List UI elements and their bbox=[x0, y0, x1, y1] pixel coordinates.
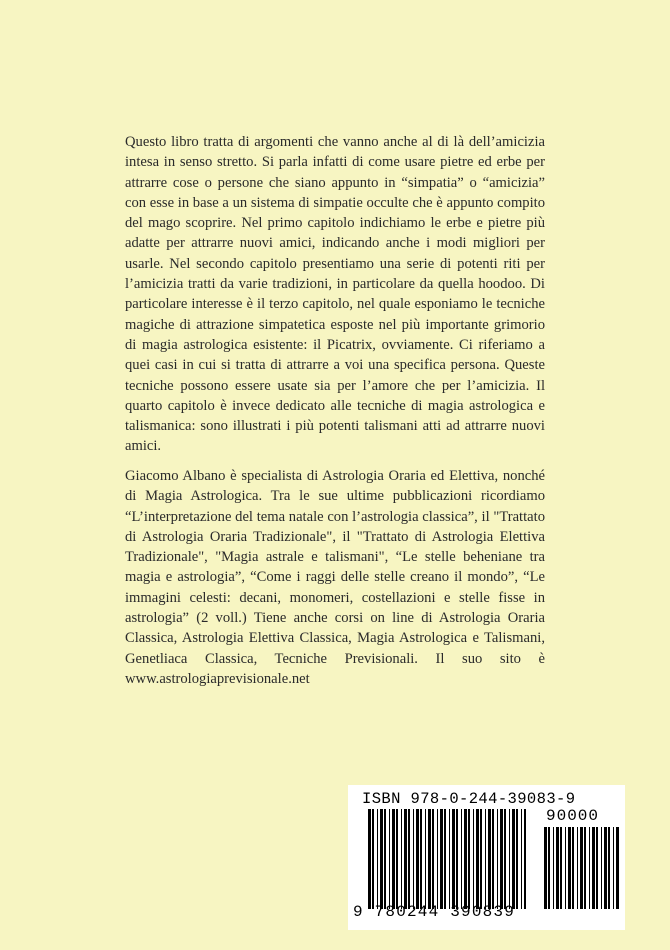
barcode-bar bbox=[416, 809, 419, 909]
barcode-bar bbox=[473, 809, 474, 909]
barcode-bar bbox=[368, 809, 371, 909]
barcode-bar bbox=[548, 827, 550, 909]
barcode-bar bbox=[464, 809, 467, 909]
barcode-bar bbox=[488, 809, 491, 909]
barcode-bar bbox=[392, 809, 395, 909]
barcode-bar bbox=[452, 809, 455, 909]
barcode-bar bbox=[601, 827, 602, 909]
barcode-bar bbox=[401, 809, 402, 909]
barcode-bar bbox=[384, 809, 386, 909]
barcode-bar bbox=[461, 809, 462, 909]
barcode-bar bbox=[404, 809, 407, 909]
barcode-bar bbox=[492, 809, 494, 909]
barcode-bar bbox=[556, 827, 559, 909]
barcode-bar bbox=[604, 827, 607, 909]
barcode-bar bbox=[565, 827, 566, 909]
barcode-bar bbox=[553, 827, 554, 909]
description-paragraph: Questo libro tratta di argomenti che vanno anche al di là dell’amicizia intesa in senso stretto. Si parla infatti di come usare pietre ed erbe per attrarre cose o persone che siano appunto in “simpatia” o “amicizia” con esse in base a un sistema di simpatie occulte che è appunto compito del mago scoprire. Nel primo capitolo indichiamo le erbe e pietre più adatte per attrarre nuovi amici, indicando anche i modi migliori per usarle. Nel secondo capitolo presentiamo una serie di potenti riti per l’amicizia tratti da varie tradizioni, in particolare da quella hoodoo. Di particolare interesse è il terzo capitolo, nel quale esponiamo le tecniche magiche di attrazione simpatetica esposte nel più importante grimorio di magia astrologica esistente: il Picatrix, ovviamente. Ci riferiamo a quei casi in cui si tratta di attrarre a voi una specifica persona. Queste tecniche possono essere usate sia per l’amore che per l’amicizia. Il quarto capitolo è invece dedicato alle tecniche di magia astrologica e talismanica: sono illustrati i più potenti talismani atti ad attrarre nuovi amici. bbox=[125, 134, 545, 455]
barcode-bar bbox=[512, 809, 515, 909]
barcode-bar bbox=[544, 827, 547, 909]
barcode-bar bbox=[389, 809, 390, 909]
barcode-bar bbox=[396, 809, 398, 909]
barcode-bar bbox=[524, 809, 526, 909]
barcode-bar bbox=[568, 827, 571, 909]
barcode-bar bbox=[592, 827, 595, 909]
barcode-bar bbox=[372, 809, 374, 909]
barcode-bar bbox=[437, 809, 438, 909]
isbn-label: ISBN 978-0-244-39083-9 bbox=[362, 790, 576, 808]
barcode-bar bbox=[380, 809, 383, 909]
barcode-bar bbox=[449, 809, 450, 909]
barcode-bar bbox=[516, 809, 518, 909]
barcode-bar bbox=[509, 809, 510, 909]
barcode-bar bbox=[444, 809, 446, 909]
barcode-bar bbox=[596, 827, 598, 909]
barcode-bar bbox=[584, 827, 586, 909]
price-code: 90000 bbox=[546, 807, 600, 825]
barcode-bar bbox=[480, 809, 482, 909]
barcode-bar bbox=[560, 827, 562, 909]
isbn-barcode bbox=[348, 785, 625, 930]
barcode-bar bbox=[432, 809, 434, 909]
barcode-bar bbox=[476, 809, 479, 909]
barcode-bar bbox=[440, 809, 443, 909]
barcode-bar bbox=[497, 809, 498, 909]
ean-digits: 9 780244 390839 bbox=[353, 903, 516, 921]
barcode-bar bbox=[468, 809, 470, 909]
barcode-bar bbox=[420, 809, 422, 909]
barcode-bar bbox=[580, 827, 583, 909]
barcode-bar bbox=[504, 809, 506, 909]
author-bio-paragraph: Giacomo Albano è specialista di Astrologia Oraria ed Elettiva, nonché di Magia Astrologica. Tra le sue ultime pubblicazioni ricordiamo “L’interpretazione del tema natale con l’astrologia classica”, il "Trattato di Astrologia Oraria Tradizionale", il "Trattato di Astrologia Elettiva Tradizionale", "Magia astrale e talismani", “Le stelle beheniane tra magia e astrologia”, “Come i raggi delle stelle creano il mondo”, “Le immagini celesti: decani, monomeri, costellazioni e stelle fisse in astrologia” (2 voll.) Tiene anche corsi on line di Astrologia Oraria Classica, Astrologia Elettiva Classica, Magia Astrologica e Talismani, Genetliaca Classica, Tecniche Previsionali. Il suo sito è www.astrologiaprevisionale.net bbox=[125, 468, 545, 687]
barcode-bar bbox=[589, 827, 590, 909]
barcode-bar bbox=[485, 809, 486, 909]
barcode-bar bbox=[428, 809, 431, 909]
barcode-bar bbox=[616, 827, 619, 909]
barcode-bar bbox=[456, 809, 458, 909]
barcode-bar bbox=[377, 809, 378, 909]
barcode-bar bbox=[408, 809, 410, 909]
barcode-bar bbox=[613, 827, 614, 909]
barcode-bar bbox=[500, 809, 503, 909]
barcode-bar bbox=[577, 827, 578, 909]
barcode-bar bbox=[413, 809, 414, 909]
barcode-bar bbox=[521, 809, 522, 909]
barcode-bar bbox=[425, 809, 426, 909]
barcode-bar bbox=[572, 827, 574, 909]
barcode-bar bbox=[608, 827, 610, 909]
